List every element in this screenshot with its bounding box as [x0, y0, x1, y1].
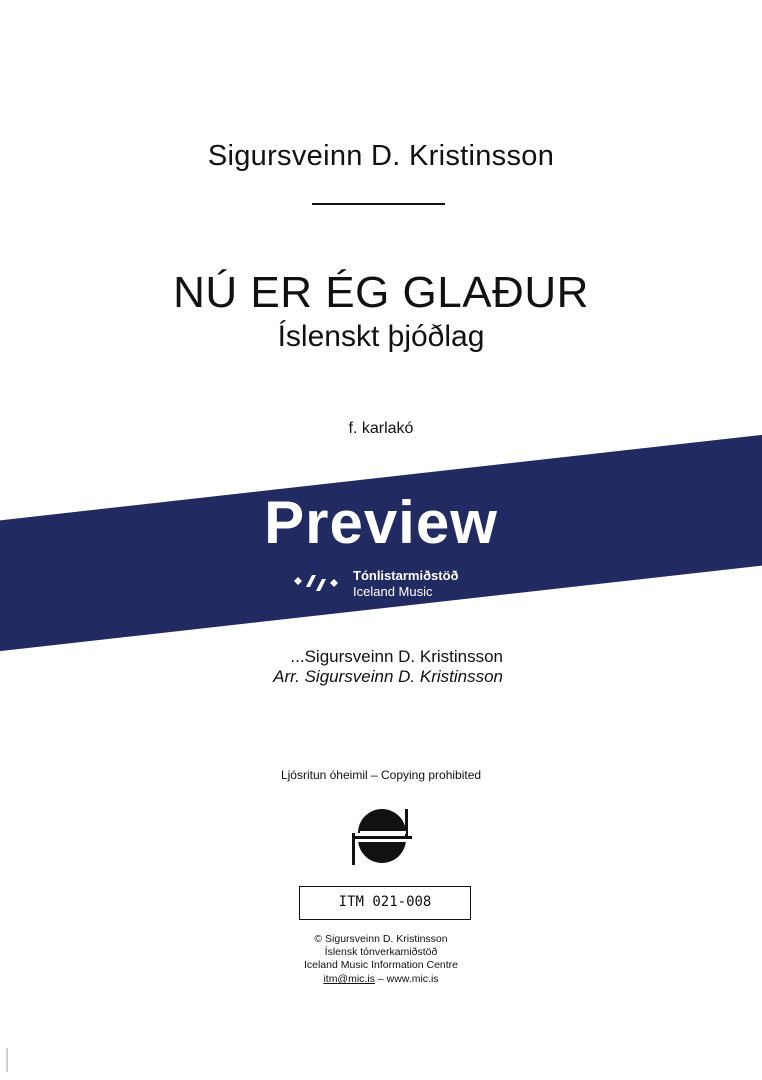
- work-title: NÚ ER ÉG GLAÐUR: [173, 268, 589, 317]
- work-subtitle: Íslenskt þjóðlag: [277, 320, 485, 353]
- imprint-publisher-is: Íslensk tónverkamiðstöð: [324, 946, 438, 958]
- email-link[interactable]: itm@mic.is: [323, 973, 375, 985]
- ensemble-line: f. karlakó: [348, 420, 414, 437]
- scan-edge-mark: [6, 1048, 8, 1072]
- credit-arrangement: Arr. Sigursveinn D. Kristinsson: [273, 667, 503, 686]
- contact-separator: –: [374, 973, 387, 985]
- imprint-copyright: © Sigursveinn D. Kristinsson: [314, 933, 448, 945]
- imprint-contact: [0, 973, 762, 986]
- website-link[interactable]: www.mic.is: [386, 973, 439, 985]
- publisher-logo-icon: [350, 805, 412, 865]
- brand-name: Tónlistarmiðstöð: [353, 568, 459, 583]
- composer-name: Sigursveinn D. Kristinsson: [207, 140, 555, 172]
- brand-subtitle: Iceland Music: [353, 584, 433, 599]
- preview-label: Preview: [264, 489, 498, 556]
- imprint-publisher-en: Iceland Music Information Centre: [303, 959, 459, 971]
- title-divider: [312, 203, 445, 205]
- credit-music: ...Sigursveinn D. Kristinsson: [290, 647, 503, 666]
- copying-notice: Ljósritun óheimil – Copying prohibited: [280, 768, 482, 782]
- iceland-music-brand: [292, 566, 492, 600]
- catalog-code: ITM 021-008: [299, 886, 471, 920]
- iceland-music-logo-icon: [292, 570, 344, 596]
